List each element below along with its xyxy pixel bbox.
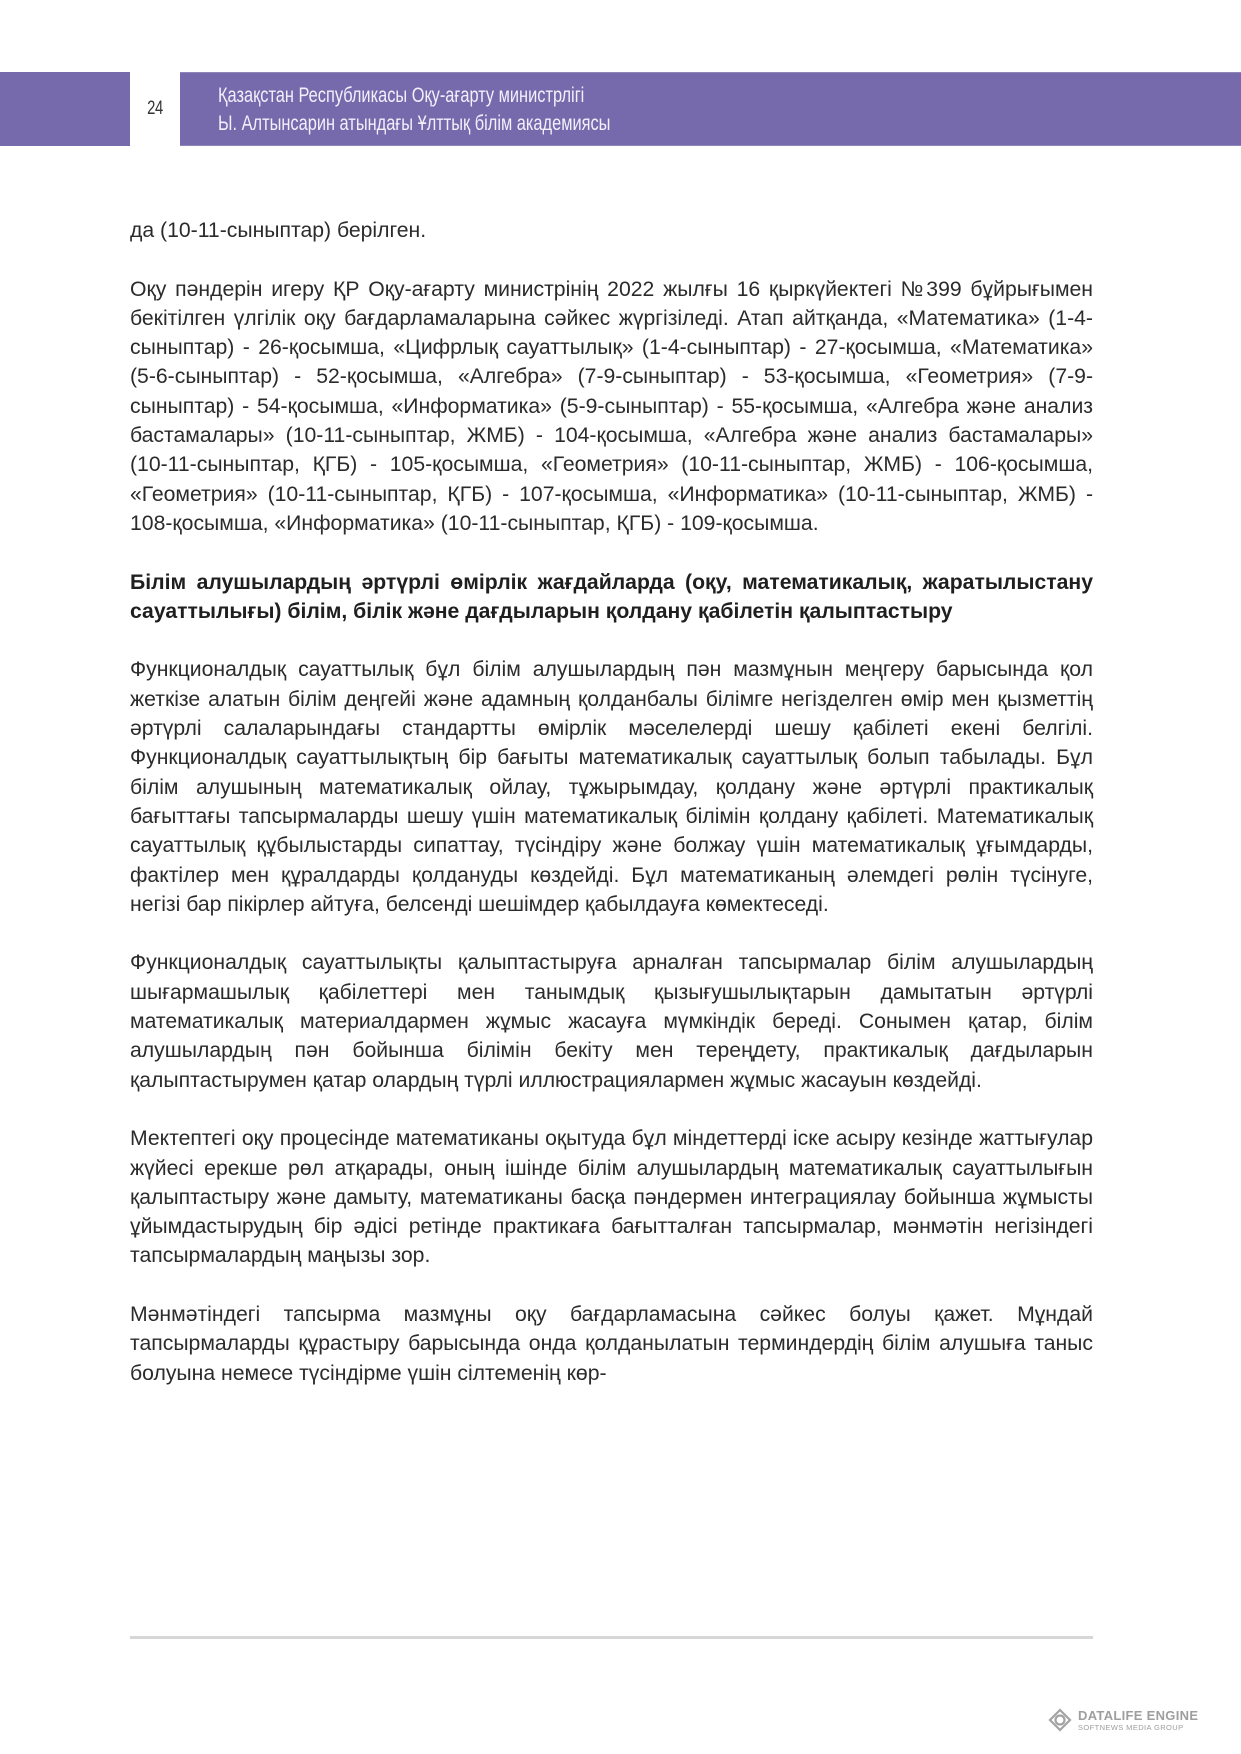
datalife-logo-icon bbox=[1048, 1708, 1072, 1732]
paragraph-continuation: да (10-11-сыныптар) берілген. bbox=[130, 219, 427, 242]
paragraph-functional-literacy: Функционалдық сауаттылық бұл білім алушылардың пəн мазмұнын меңгеру барысында қол жеткізе алатын білім деңгейі жəне адамның қолданбалы білімге негізделген өмір мен қызметтің əртүрлі салаларындағы стандартты өмірлік мəселелерді шешу қабілеті екені белгілі. Функционалдық сауаттылықтың бір бағыты математикалық сауаттылық болып табылады. Бұл білім алушының математикалық ойлау, тұжырымдау, қолдану жəне əртүрлі практикалық бағыттағы тапсырмаларды шешу үшін математикалық білімін қолдану қабілеті. Математикалық сауаттылық құбылыстарды сипаттау, түсіндіру жəне болжау үшін математикалық ұғымдарды, фактілер мен құралдарды қолдануды көздейді. Бұл математиканың əлемдегі рөлін түсінуге, негізі бар пікірлер айтуға, белсенді шешімдер қабылдауға көмектеседі. bbox=[130, 658, 1093, 916]
paragraph-school-process: Мектептегі оқу процесінде математиканы оқытуда бұл міндеттерді іске асыру кезінде жаттығулар жүйесі ерекше рөл атқарады, оның ішінде білім алушылардың математикалық сауаттылығын қалыптастыру жəне дамыту, математиканы басқа пəндермен интеграциялау бойынша жұмысты ұйымдастырудың бір əдісі ретінде практикаға бағытталған тапсырмалар, мəнмəтін негізіндегі тапсырмалардың маңызы зор. bbox=[130, 1127, 1093, 1268]
header-accent-block bbox=[0, 72, 130, 146]
watermark-subtitle: SOFTNEWS MEDIA GROUP bbox=[1078, 1722, 1184, 1732]
header-academy: Ы. Алтынсарин атындағы Ұлттық білім академиясы bbox=[218, 112, 611, 135]
header-ministry: Қазақстан Республикасы Оқу-ағарту министрлігі bbox=[218, 84, 585, 107]
paragraph-context-tasks: Мəнмəтіндегі тапсырма мазмұны оқу бағдарламасына сəйкес болуы қажет. Мұндай тапсырмаларды құрастыру барысында онда қолданылатын терминдердің білім алушыға таныс болуына немесе түсіндірме үшін сілтеменің көр- bbox=[130, 1302, 1093, 1385]
paragraph-curricula: Оқу пəндерін игеру ҚР Оқу-ағарту министрінің 2022 жылғы 16 қыркүйектегі №399 бұйрығымен бекітілген үлгілік оқу бағдарламаларына сəйкес жүргізіледі. Атап айтқанда, «Математика» (1-4-сыныптар) - 26-қосымша, «Цифрлық сауаттылық» (1-4-сыныптар) - 27-қосымша, «Математика» (5-6-сыныптар) - 52-қосымша, «Алгебра» (7-9-сыныптар) - 53-қосымша, «Геометрия» (7-9-сыныптар) - 54-қосымша, «Информатика» (5-9-сыныптар) - 55-қосымша, «Алгебра жəне анализ бастамалары» (10-11-сыныптар, ЖМБ) - 104-қосымша, «Алгебра жəне анализ бастамалары» (10-11-сыныптар, ҚГБ) - 105-қосымша, «Геометрия» (10-11-сыныптар, ЖМБ) - 106-қосымша, «Геометрия» (10-11-сыныптар, ҚГБ) - 107-қосымша, «Информатика» (10-11-сыныптар, ЖМБ) - 108-қосымша, «Информатика» (10-11-сыныптар, ҚГБ) - 109-қосымша. bbox=[130, 277, 1093, 535]
page-body bbox=[130, 216, 1093, 1417]
footer-divider bbox=[130, 1636, 1093, 1639]
page-number: 24 bbox=[147, 98, 163, 119]
watermark-title: DATALIFE ENGINE bbox=[1078, 1707, 1199, 1723]
section-heading: Білім алушылардың əртүрлі өмірлік жағдайларда (оқу, математикалық, жаратылыстану сауаттылығы) білім, білік жəне дағдыларын қолдану қабілетін қалыптастыру bbox=[130, 570, 1093, 623]
paragraph-tasks: Функционалдық сауаттылықты қалыптастыруға арналған тапсырмалар білім алушылардың шығармашылық қабілеттері мен танымдық қызығушылықтарын дамытатын əртүрлі математикалық материалдармен жұмыс жасауға мүмкіндік береді. Сонымен қатар, білім алушылардың пəн бойынша білімін бекіту мен тереңдету, практикалық дағдыларын қалыптастырумен қатар олардың түрлі иллюстрациялармен жұмыс жасауын көздейді. bbox=[130, 951, 1093, 1092]
header-title bbox=[218, 82, 610, 138]
watermark bbox=[1048, 1708, 1198, 1732]
